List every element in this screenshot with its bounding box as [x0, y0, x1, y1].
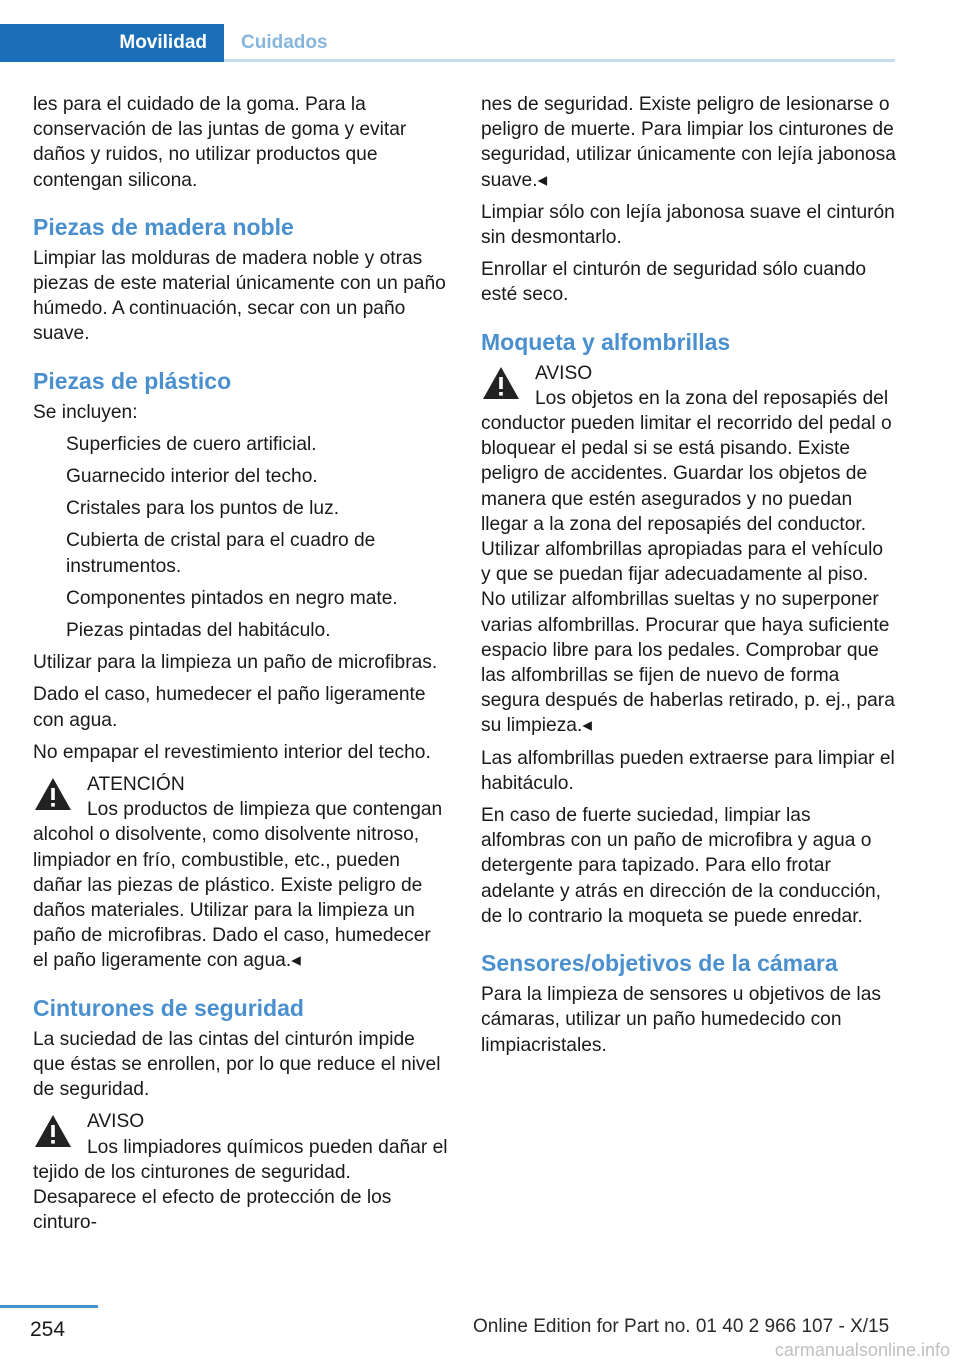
warning-aviso-moqueta: [481, 361, 897, 739]
paragraph-cinturones: La suciedad de las cintas del cinturón impide que éstas se enrollen, por lo que reduce el nivel de seguridad.: [33, 1028, 441, 1101]
paragraph-empapar: No empapar el revestimiento interior del techo.: [33, 741, 431, 763]
tab-cuidados: Cuidados: [241, 32, 328, 53]
paragraph-extraerse: Las alfombrillas pueden extraerse para limpiar el habitáculo.: [481, 747, 895, 794]
warning-atencion: [33, 772, 451, 974]
warning-aviso-cinturones: [33, 1109, 451, 1235]
paragraph-enrollar: Enrollar el cinturón de seguridad sólo cuando esté seco.: [481, 259, 867, 306]
watermark: carmanualsonline.info: [774, 1340, 950, 1360]
warning-triangle-icon: [33, 1113, 73, 1149]
page-header: [0, 0, 895, 62]
warning-triangle-icon: [481, 365, 521, 401]
tab-movilidad: Movilidad: [0, 24, 224, 62]
list-plastico: [33, 432, 451, 644]
heading-madera: Piezas de madera noble: [33, 213, 294, 240]
heading-cinturones: Cinturones de seguridad: [33, 994, 304, 1021]
paragraph-madera: Limpiar las molduras de madera noble y otras piezas de este material únicamente con un paño húmedo. A continuación, secar con un paño suave.: [33, 247, 446, 345]
list-item: Cubierta de cristal para el cuadro de instrumentos.: [33, 528, 451, 579]
paragraph-cinturones-cont: nes de seguridad. Existe peligro de lesionarse o peligro de muerte. Para limpiar los cinturones de seguridad, utilizar únicamente con lejía jabonosa suave.◂: [481, 94, 896, 191]
paragraph-goma: les para el cuidado de la goma. Para la conservación de las juntas de goma y evitar daños y ruidos, no utilizar productos que contengan silicona.: [33, 94, 407, 191]
header-rule: [224, 59, 895, 62]
page-number: 254: [30, 1318, 66, 1341]
paragraph-microfibras: Utilizar para la limpieza un paño de microfibras.: [33, 652, 438, 674]
list-item: Componentes pintados en negro mate.: [33, 586, 451, 612]
paragraph-incluyen: Se incluyen:: [33, 401, 138, 423]
warning-heading: AVISO: [87, 1111, 145, 1133]
left-column: [33, 92, 451, 1242]
list-item: Cristales para los puntos de luz.: [33, 496, 451, 522]
paragraph-lejia: Limpiar sólo con lejía jabonosa suave el cinturón sin desmontarlo.: [481, 201, 895, 249]
list-item: Piezas pintadas del habitáculo.: [33, 618, 451, 644]
paragraph-fuerte-suciedad: En caso de fuerte suciedad, limpiar las alfombras con un paño de microfibra y agua o detergente para tapizado. Para ello frotar adelante y atrás en dirección de la conducción, de lo contrario la moqueta se puede enredar.: [481, 805, 881, 927]
heading-sensores: Sensores/objetivos de la cámara: [481, 950, 838, 977]
warning-heading: ATENCIÓN: [87, 774, 185, 796]
list-item: Guarnecido interior del techo.: [33, 464, 451, 490]
footer-accent-bar: [0, 1305, 98, 1308]
warning-triangle-icon: [33, 776, 73, 812]
edition-note: Online Edition for Part no. 01 40 2 966 107 - X/15: [473, 1316, 890, 1337]
paragraph-humedecer: Dado el caso, humedecer el paño ligeramente con agua.: [33, 684, 426, 731]
warning-text: Los objetos en la zona del reposapiés del conductor pueden limitar el recorrido del pedal o bloquear el pedal si se está pisando. Existe peligro de accidentes. Guardar los objetos de manera que estén asegurados y no puedan llegar a la zona del reposapiés del conductor. Utilizar alfombrillas apropiadas para el vehículo y que se puedan fijar adecuadamente al piso. No utilizar alfombrillas sueltas y no superponer varias alfombrillas. Procurar que haya suficiente espacio libre para los pedales. Comprobar que las alfombrillas se fijen de nuevo de forma segura después de haberlas retirado, p. ej., para su limpieza.◂: [481, 387, 895, 737]
paragraph-sensores: Para la limpieza de sensores u objetivos de las cámaras, utilizar un paño humedecido con limpiacristales.: [481, 984, 881, 1056]
heading-moqueta: Moqueta y alfombrillas: [481, 328, 731, 355]
warning-heading: AVISO: [535, 362, 593, 384]
heading-plastico: Piezas de plástico: [33, 367, 232, 394]
warning-text: Los limpiadores químicos pueden dañar el tejido de los cinturones de seguridad. Desaparece el efecto de protección de los cinturo-: [33, 1136, 448, 1234]
right-column: [481, 92, 897, 1065]
list-item: Superficies de cuero artificial.: [33, 432, 451, 458]
warning-text: Los productos de limpieza que contengan alcohol o disolvente, como disolvente nitroso, limpiador en frío, combustible, etc., pueden dañar las piezas de plástico. Existe peligro de daños materiales. Utilizar para la limpieza un paño de microfibras. Dado el caso, humedecer el paño ligeramente con agua.◂: [33, 799, 443, 972]
